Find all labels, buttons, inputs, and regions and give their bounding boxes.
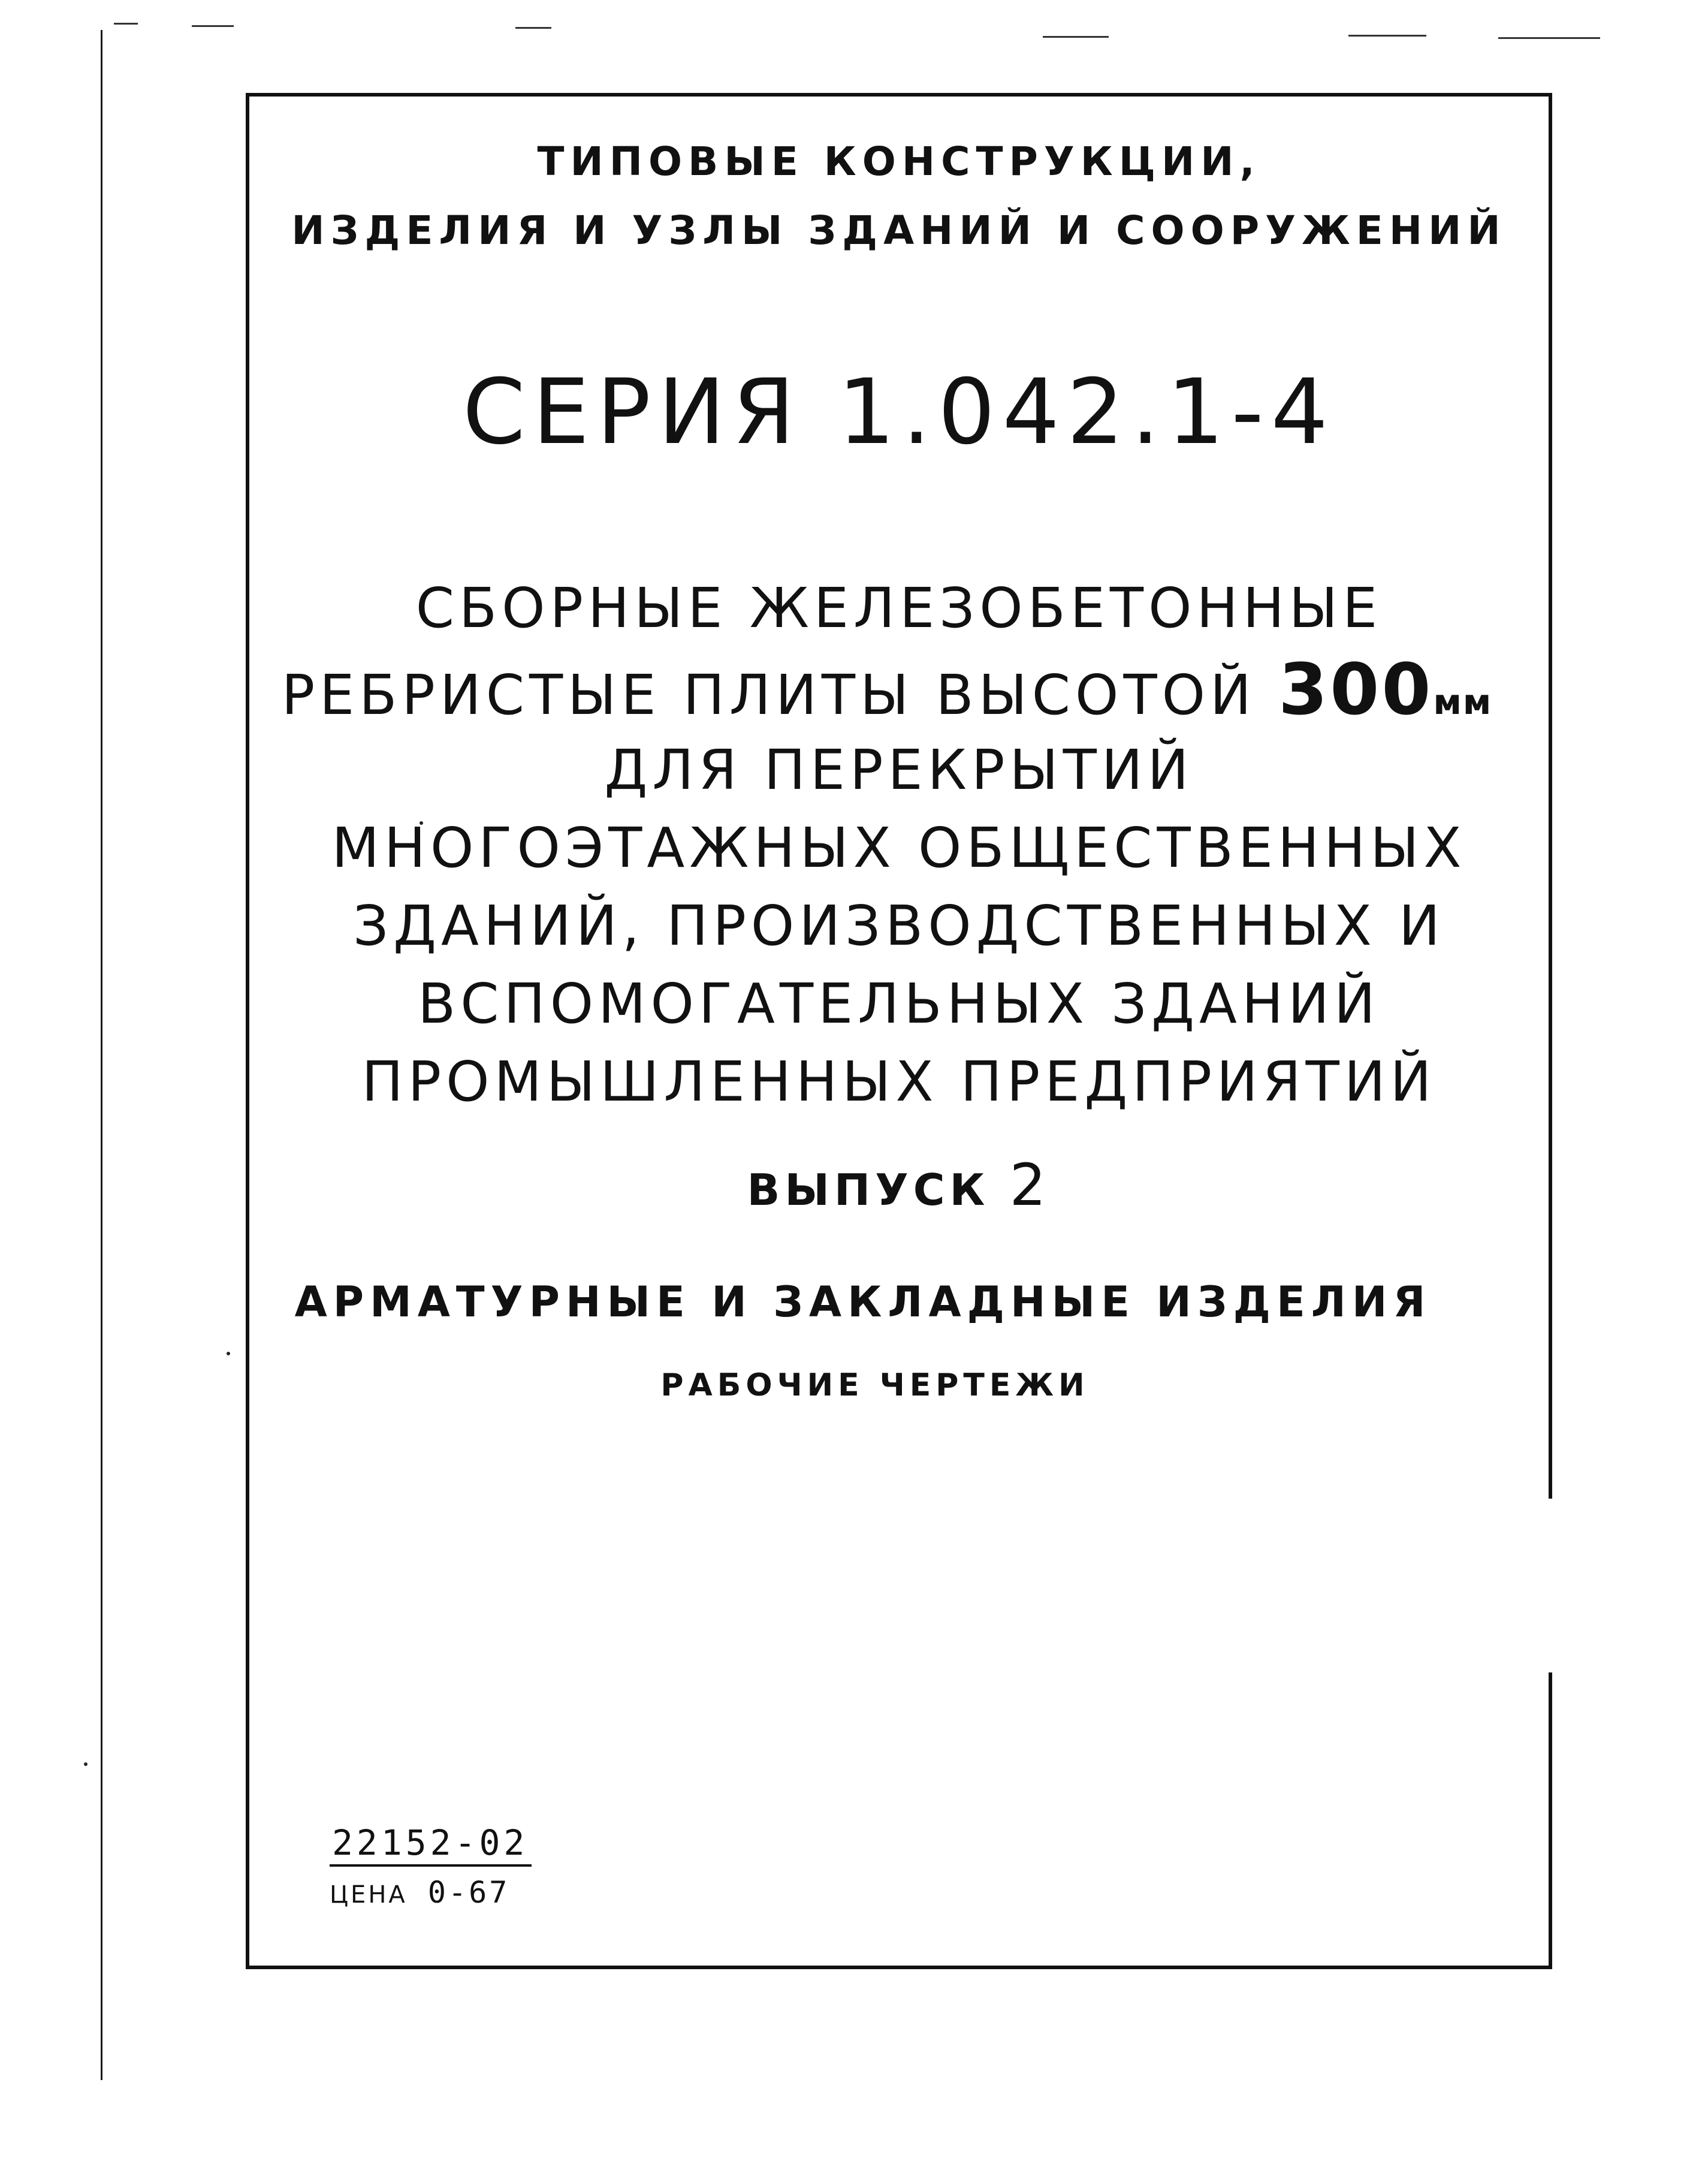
scan-mark bbox=[515, 27, 551, 29]
scan-mark bbox=[1043, 36, 1109, 38]
title-line-2 bbox=[225, 648, 1549, 731]
scan-speck bbox=[84, 1762, 87, 1766]
header-line-2: ИЗДЕЛИЯ И УЗЛЫ ЗДАНИЙ И СООРУЖЕНИЙ bbox=[291, 207, 1507, 254]
scan-mark bbox=[114, 23, 138, 25]
title-line-2-text: РЕБРИСТЫЕ ПЛИТЫ ВЫСОТОЙ bbox=[281, 663, 1279, 727]
title-line-1: СБОРНЫЕ ЖЕЛЕЗОБЕТОННЫЕ bbox=[415, 576, 1383, 640]
subtitle: АРМАТУРНЫЕ И ЗАКЛАДНЫЕ ИЗДЕЛИЯ bbox=[294, 1277, 1432, 1327]
issue-number: 2 bbox=[1009, 1152, 1051, 1219]
subtitle-working-drawings: РАБОЧИЕ ЧЕРТЕЖИ bbox=[660, 1367, 1090, 1403]
frame-scan-gap bbox=[1545, 1499, 1553, 1672]
issue bbox=[249, 1152, 1549, 1219]
title-line-3: ДЛЯ ПЕРЕКРЫТИЙ bbox=[604, 738, 1194, 802]
scan-speck bbox=[227, 1352, 230, 1355]
title-line-5: ЗДАНИЙ, ПРОИЗВОДСТВЕННЫХ И bbox=[353, 894, 1445, 958]
title-frame bbox=[246, 93, 1552, 1969]
price-value: 0-67 bbox=[427, 1875, 510, 1910]
price bbox=[330, 1875, 532, 1910]
price-label: ЦЕНА bbox=[330, 1881, 408, 1909]
slab-height-value: 300 bbox=[1278, 648, 1434, 731]
scan-mark bbox=[1498, 37, 1600, 39]
title-line-4: МНОГОЭТАЖНЫХ ОБЩЕСТВЕННЫХ bbox=[331, 816, 1466, 880]
document-code-block bbox=[330, 1822, 532, 1910]
issue-label: ВЫПУСК bbox=[747, 1165, 1010, 1215]
slab-height-unit: мм bbox=[1433, 682, 1493, 722]
title-line-6: ВСПОМОГАТЕЛЬНЫХ ЗДАНИЙ bbox=[418, 972, 1380, 1036]
title-line-7: ПРОМЫШЛЕННЫХ ПРЕДПРИЯТИЙ bbox=[361, 1050, 1437, 1114]
binding-edge-line bbox=[101, 30, 102, 2080]
header-line-1: ТИПОВЫЕ КОНСТРУКЦИИ, bbox=[537, 138, 1261, 185]
document-code: 22152-02 bbox=[330, 1822, 532, 1867]
scan-mark bbox=[1348, 35, 1426, 37]
scan-mark bbox=[192, 25, 234, 27]
series-number: СЕРИЯ 1.042.1-4 bbox=[462, 360, 1336, 465]
